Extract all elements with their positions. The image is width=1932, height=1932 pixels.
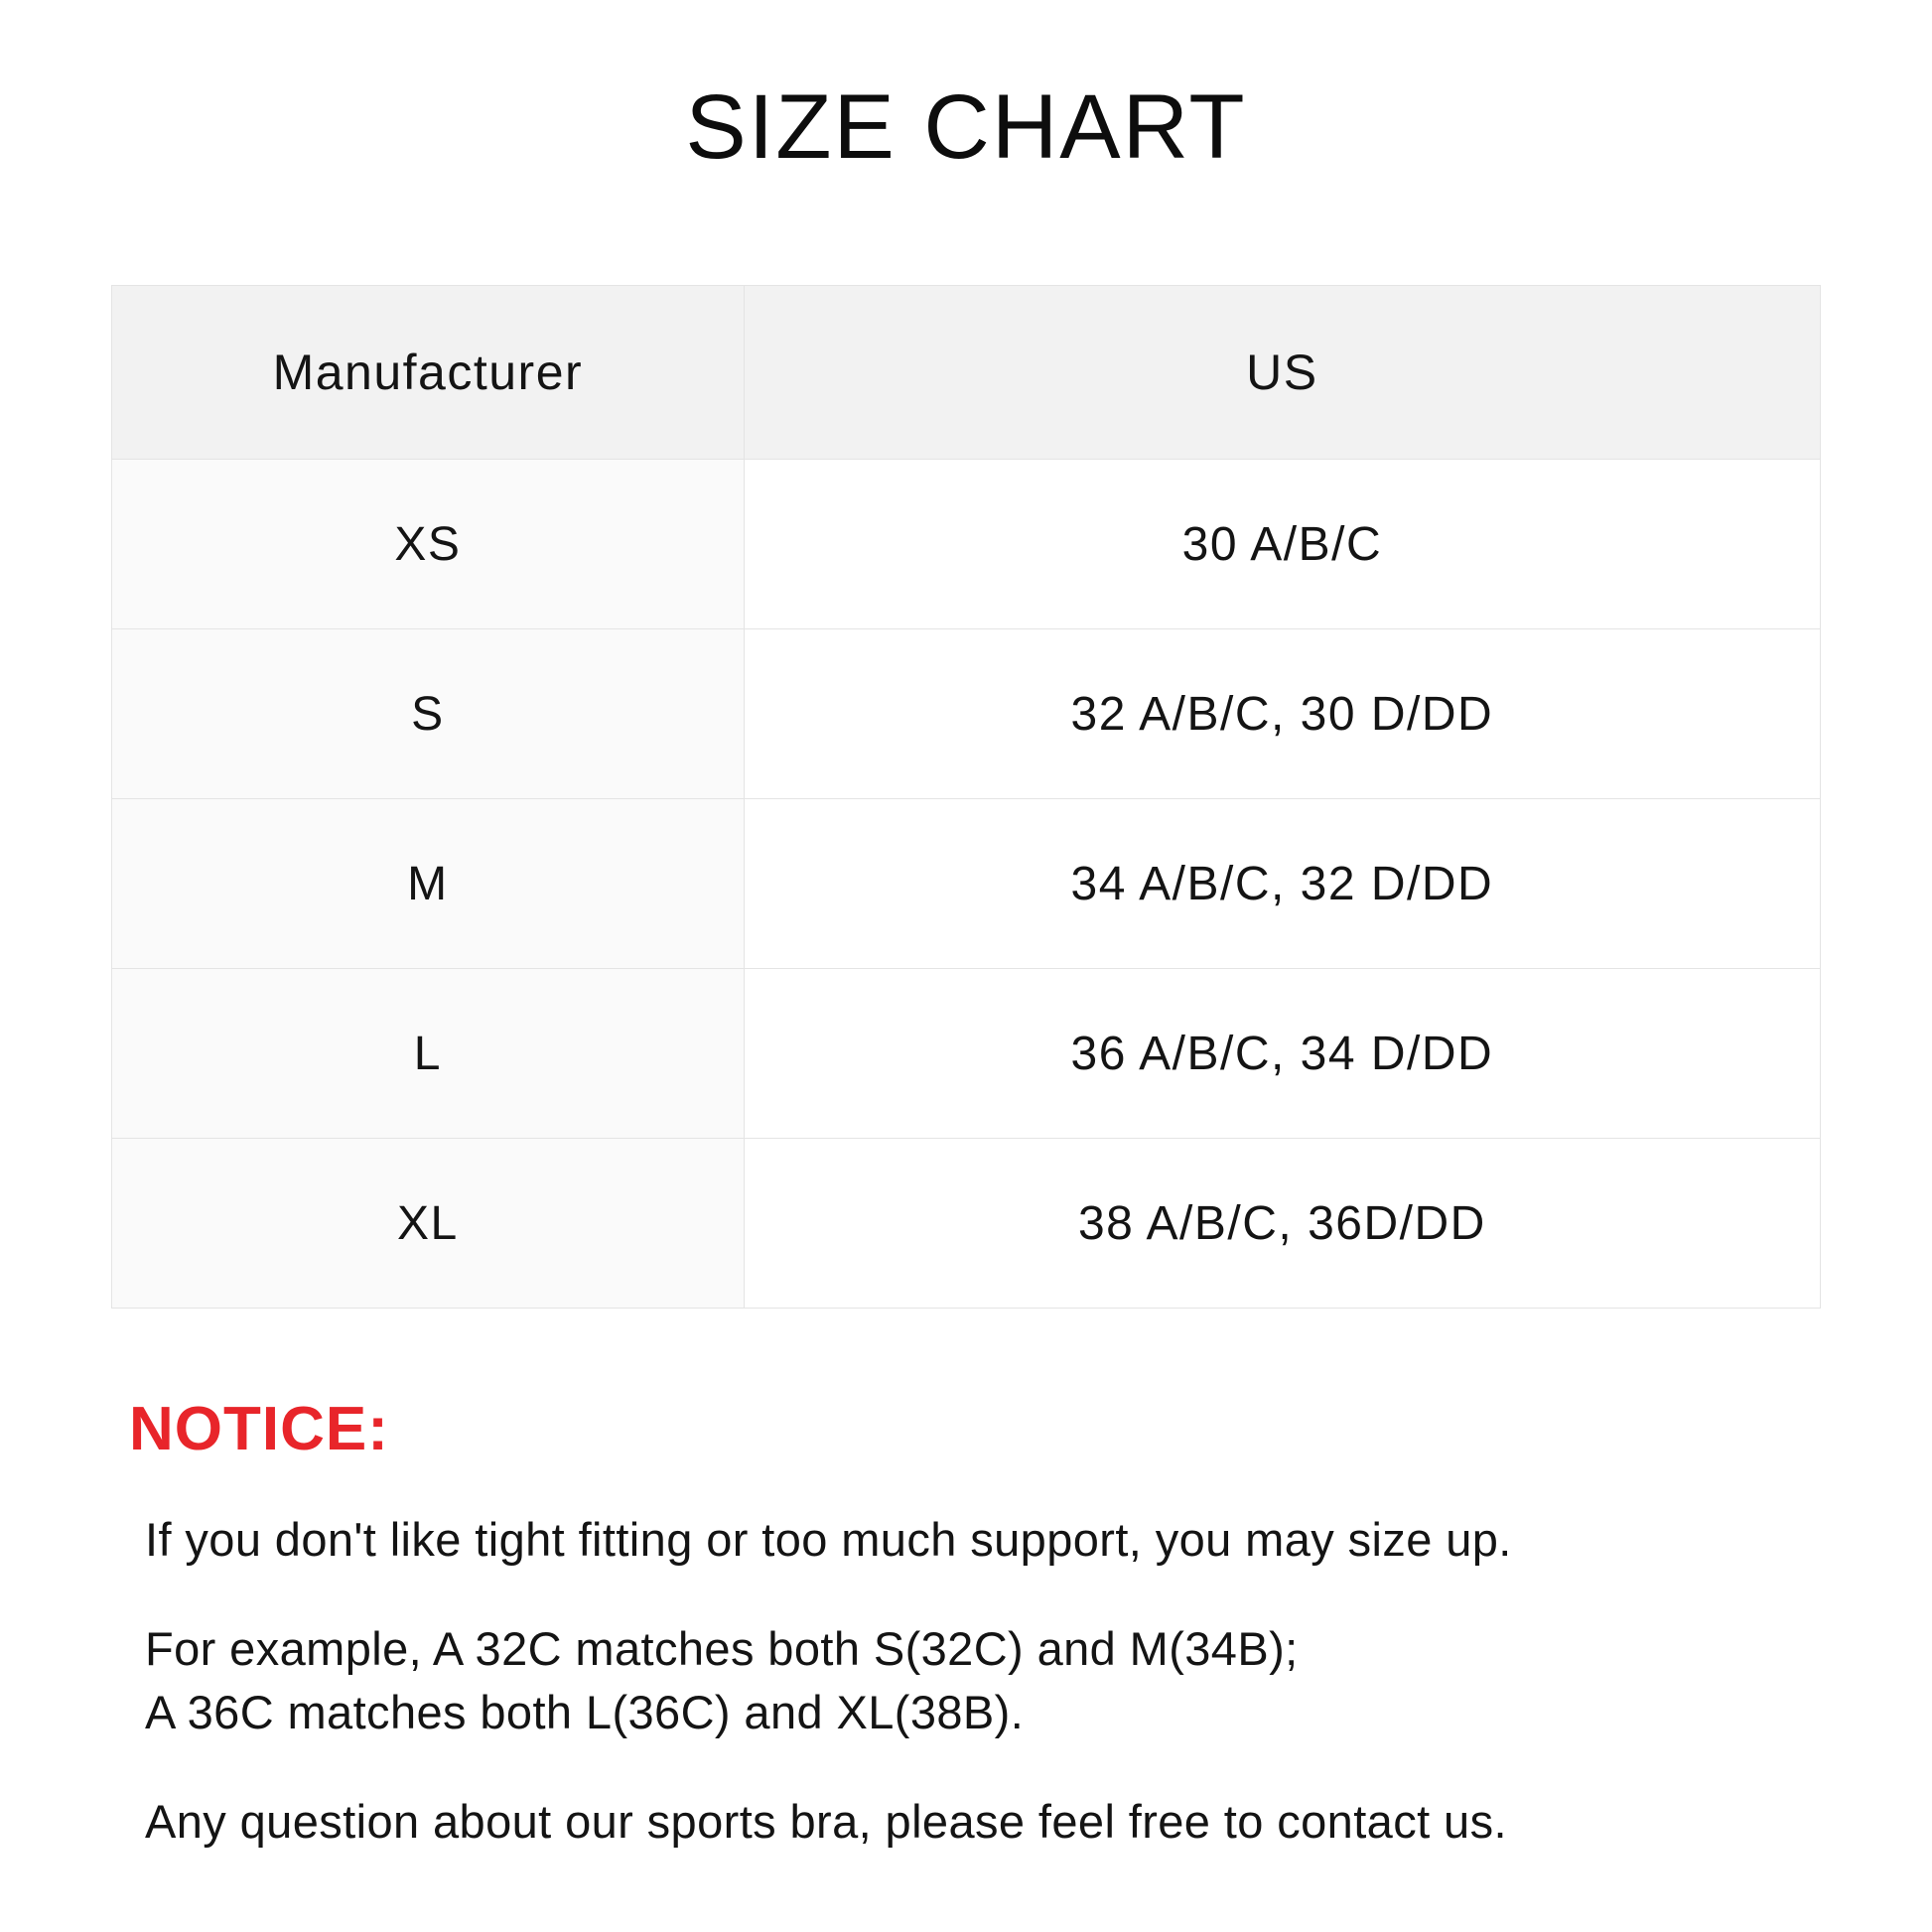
notice-section (111, 1394, 1821, 1854)
column-header-us: US (744, 286, 1820, 460)
cell-us: 38 A/B/C, 36D/DD (744, 1139, 1820, 1309)
notice-example-line-1: For example, A 32C matches both S(32C) and M(34B); (145, 1622, 1299, 1676)
notice-paragraph-example (145, 1617, 1821, 1744)
cell-manufacturer: L (112, 969, 745, 1139)
table-row (112, 799, 1821, 969)
cell-manufacturer: XS (112, 460, 745, 629)
table-row (112, 1139, 1821, 1309)
table-body (112, 460, 1821, 1309)
table-row (112, 629, 1821, 799)
size-chart-table (111, 285, 1821, 1309)
table-row (112, 460, 1821, 629)
notice-paragraph-contact: Any question about our sports bra, please feel free to contact us. (145, 1794, 1507, 1848)
table-header (112, 286, 1821, 460)
table-row (112, 969, 1821, 1139)
cell-us: 34 A/B/C, 32 D/DD (744, 799, 1820, 969)
notice-paragraph-size-up: If you don't like tight fitting or too much support, you may size up. (145, 1513, 1512, 1567)
cell-us: 36 A/B/C, 34 D/DD (744, 969, 1820, 1139)
notice-heading: NOTICE: (129, 1395, 389, 1464)
cell-manufacturer: XL (112, 1139, 745, 1309)
table-header-row (112, 286, 1821, 460)
notice-example-line-2: A 36C matches both L(36C) and XL(38B). (145, 1686, 1025, 1738)
size-chart-table-wrapper (111, 285, 1821, 1309)
page-title: SIZE CHART (685, 76, 1247, 178)
cell-manufacturer: S (112, 629, 745, 799)
cell-us: 32 A/B/C, 30 D/DD (744, 629, 1820, 799)
column-header-manufacturer: Manufacturer (112, 286, 745, 460)
cell-us: 30 A/B/C (744, 460, 1820, 629)
cell-manufacturer: M (112, 799, 745, 969)
